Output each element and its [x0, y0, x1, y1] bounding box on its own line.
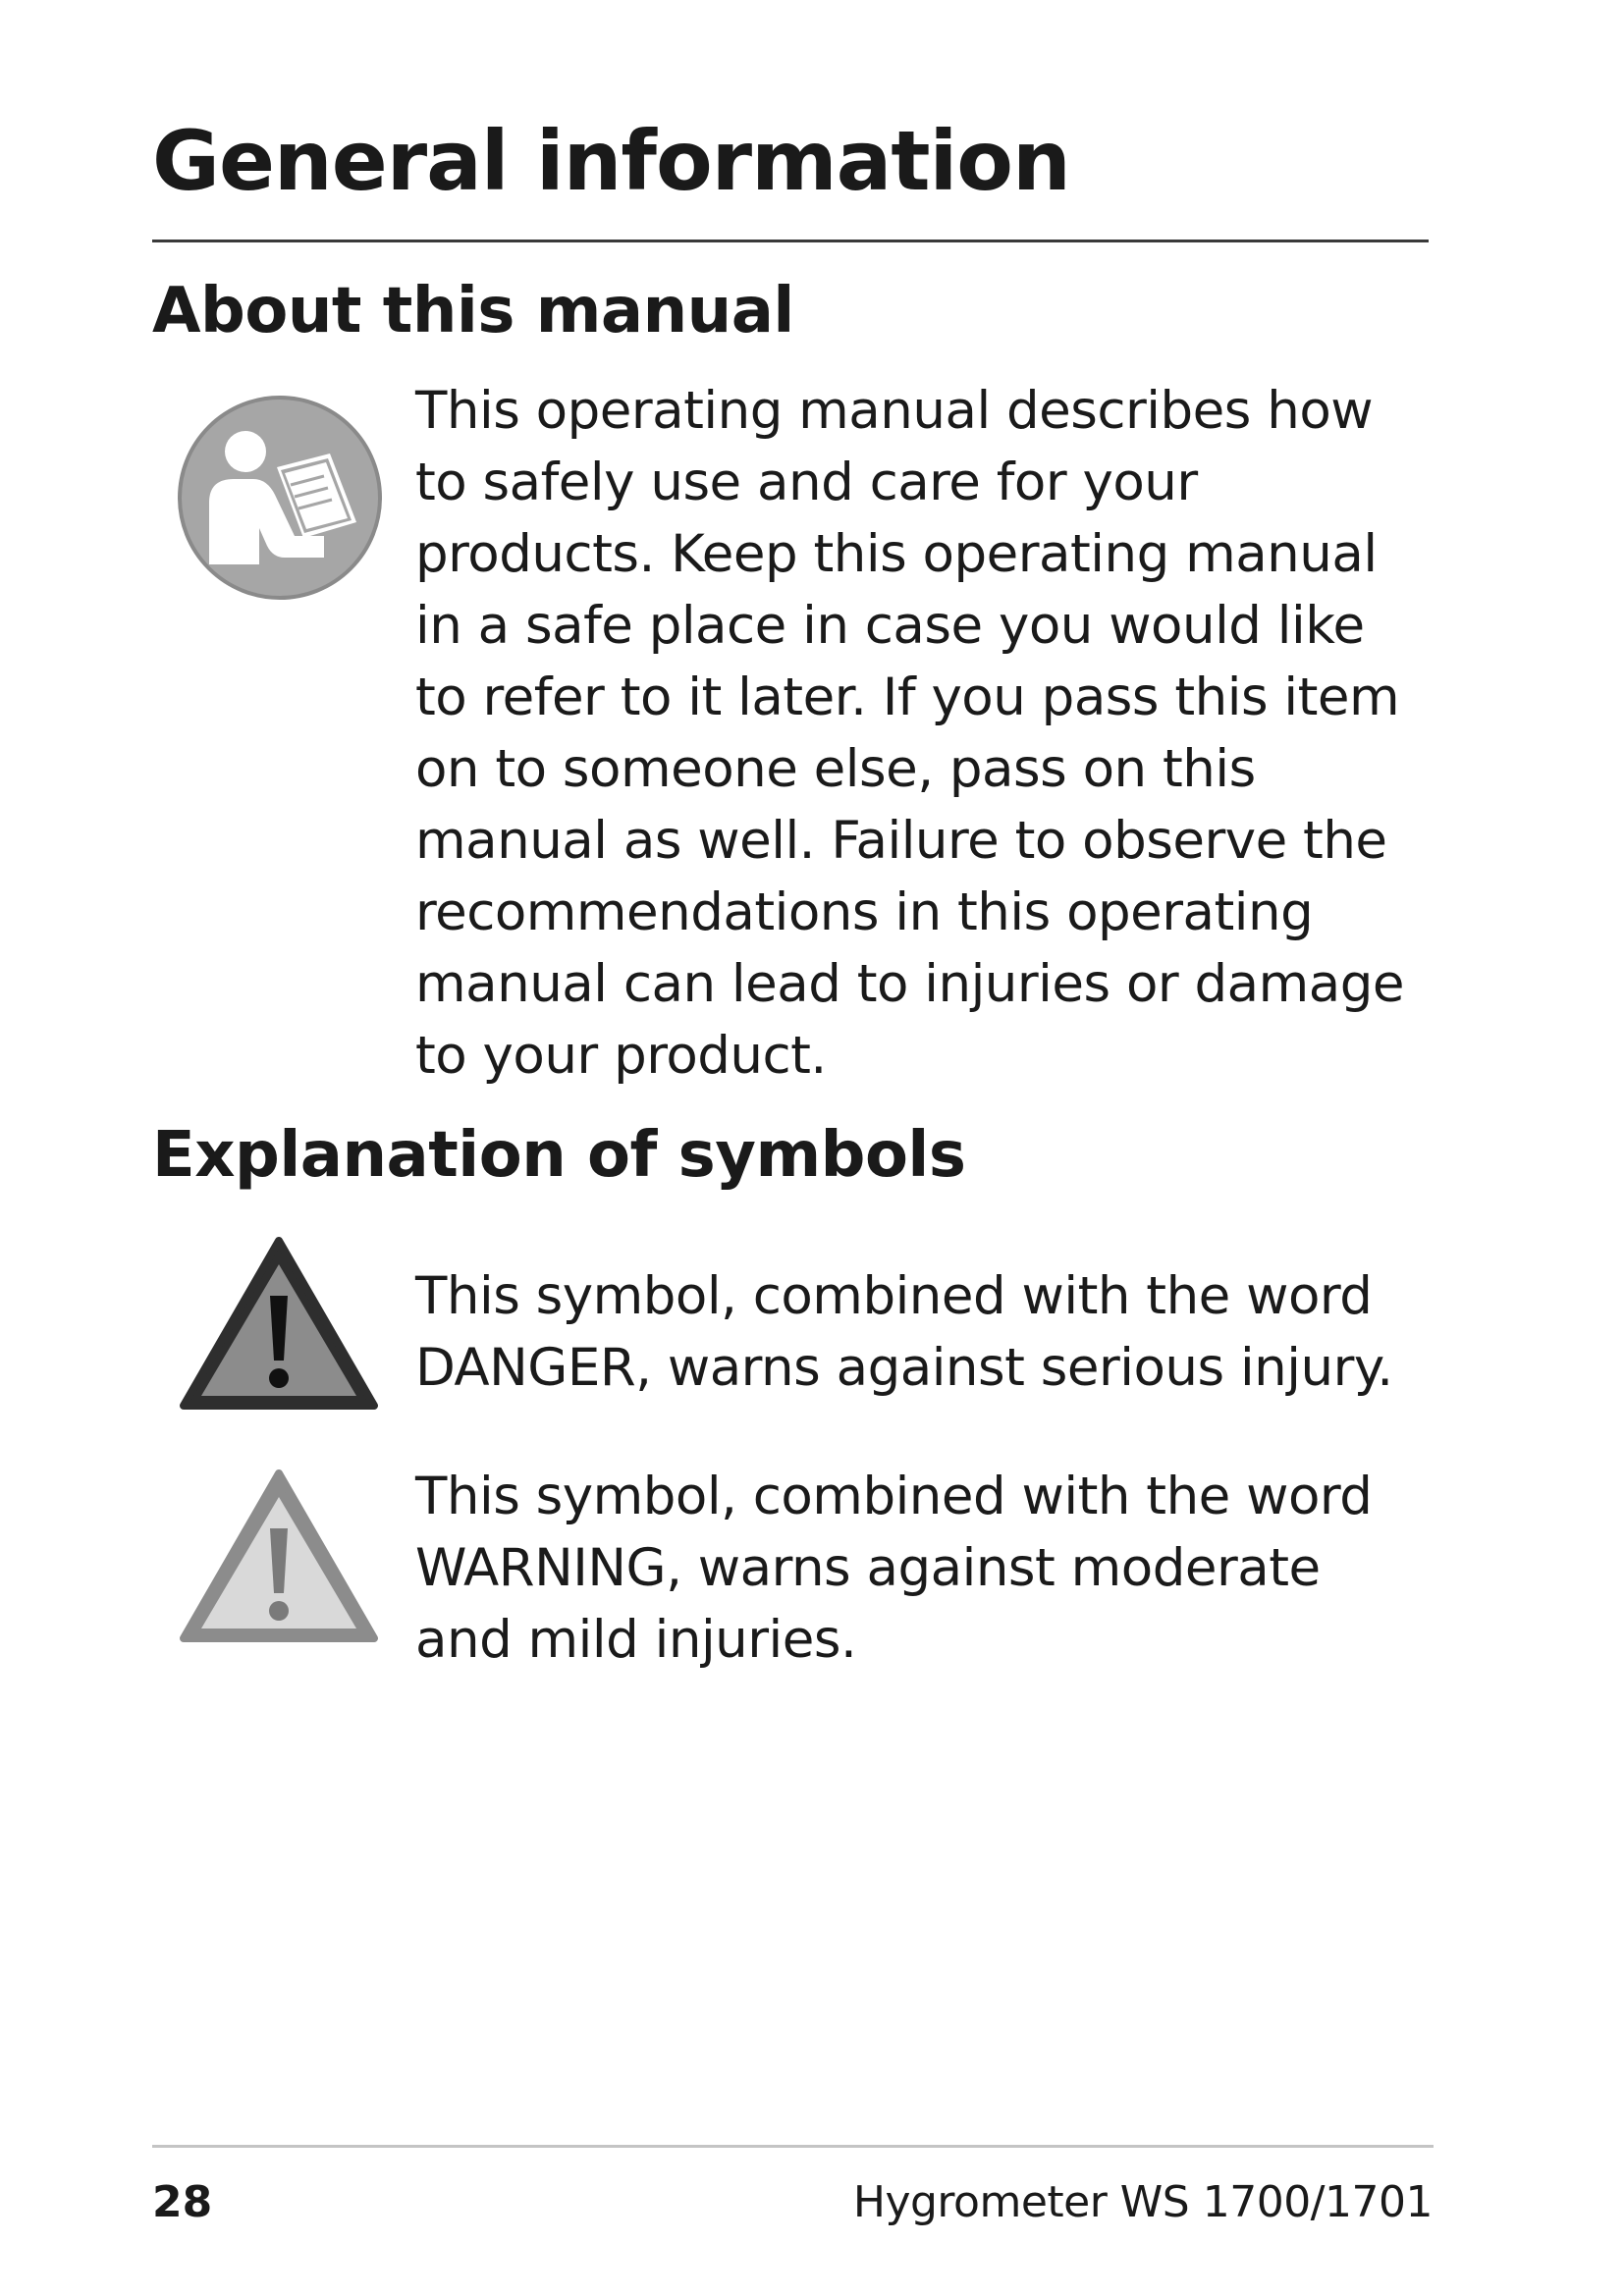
danger-warning-triangle-icon — [180, 1235, 378, 1414]
warning-triangle-icon — [180, 1468, 378, 1646]
symbols-heading: Explanation of symbols — [152, 1119, 966, 1192]
footer-divider — [152, 2145, 1434, 2148]
page-number: 28 — [152, 2177, 213, 2227]
danger-symbol-text: This symbol, combined with the word DANGER, warns against serious injury. — [415, 1266, 1393, 1398]
footer-product-name: Hygrometer WS 1700/1701 — [852, 2177, 1433, 2227]
warning-symbol-text: This symbol, combined with the word WARNING, warns against moderate and mild injuries. — [415, 1467, 1373, 1670]
title-divider — [152, 240, 1429, 242]
read-manual-icon — [175, 393, 386, 604]
page-title: General information — [152, 113, 1070, 209]
about-manual-text: This operating manual describes how to safely use and care for your products. Keep this operating manual in a safe place in case you would like to refer to it later. If you pass this item on to someone else, pass on this manual as well. Failure to observe the recommendations in this operating manual can lead to injuries or damage to your product. — [415, 381, 1405, 1086]
about-manual-heading: About this manual — [152, 275, 794, 347]
